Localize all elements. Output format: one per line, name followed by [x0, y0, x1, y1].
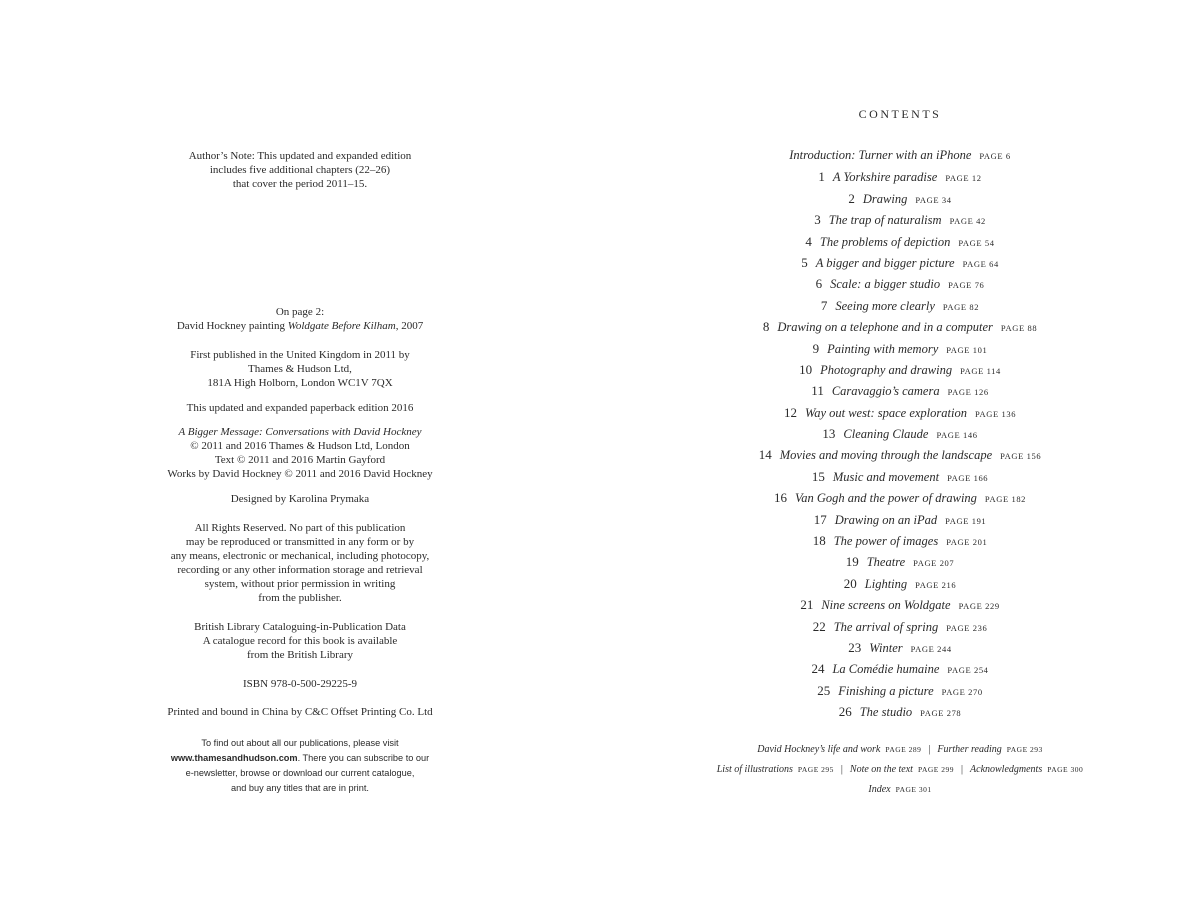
- toc-entry: [600, 209, 1200, 230]
- publication-line: First published in the United Kingdom in 2011 by: [190, 349, 410, 361]
- chapter-title: The studio: [859, 705, 913, 720]
- caption-line: [0, 319, 600, 333]
- entry-page: PAGE 6: [979, 151, 1011, 161]
- publisher-url: www.thamesandhudson.com: [170, 753, 298, 763]
- toc-entry: [600, 423, 1200, 444]
- chapter-number: 11: [811, 383, 824, 399]
- chapter-page: PAGE 12: [945, 173, 982, 184]
- chapter-number: 6: [815, 276, 823, 292]
- book-title: A Bigger Message: Conversations with David Hockney: [178, 426, 422, 438]
- chapter-title: Music and movement: [832, 469, 940, 484]
- chapter-number: 18: [812, 533, 826, 549]
- chapter-number: 22: [812, 618, 826, 634]
- toc-entry: [600, 252, 1200, 273]
- caption-text: , 2007: [395, 320, 424, 332]
- chapter-number: 10: [799, 361, 813, 377]
- chapter-title: Van Gogh and the power of drawing: [794, 491, 977, 506]
- chapter-page: PAGE 270: [941, 686, 983, 697]
- publisher-info: [0, 736, 600, 796]
- toc-entry: [600, 273, 1200, 294]
- contents-list: [600, 145, 1200, 723]
- publisher-text: . There you can subscribe to our: [297, 753, 430, 763]
- separator: |: [840, 764, 843, 775]
- toc-entry: [600, 166, 1200, 187]
- chapter-number: 4: [805, 233, 812, 249]
- chapter-title: Seeing more clearly: [835, 298, 935, 313]
- rights-line: may be reproduced or transmitted in any form or by: [185, 536, 415, 548]
- chapter-number: 16: [773, 490, 787, 506]
- toc-entry: [600, 487, 1200, 508]
- chapter-page: PAGE 191: [945, 515, 987, 526]
- toc-entry-introduction: [600, 145, 1200, 166]
- copyright-line: Works by David Hockney © 2011 and 2016 David Hockney: [167, 468, 433, 480]
- contents-title: CONTENTS: [858, 107, 942, 121]
- toc-entry: [600, 316, 1200, 337]
- back-matter-page: PAGE 289: [885, 745, 922, 754]
- rights-line: from the publisher.: [258, 592, 342, 604]
- artwork-title: Woldgate Before Kilham: [287, 320, 396, 332]
- chapter-title: Drawing on a telephone and in a computer: [777, 320, 993, 335]
- toc-entry: [600, 359, 1200, 380]
- publication-line: Thames & Hudson Ltd,: [248, 363, 352, 375]
- back-matter-page: PAGE 301: [895, 785, 932, 794]
- chapter-page: PAGE 201: [946, 537, 988, 548]
- chapter-title: Finishing a picture: [838, 683, 934, 698]
- right-page: [600, 0, 1200, 904]
- edition-line: This updated and expanded paperback edition 2016: [186, 402, 414, 414]
- back-matter-page: PAGE 295: [797, 765, 834, 774]
- chapter-number: 25: [817, 682, 831, 698]
- toc-entry: [600, 295, 1200, 316]
- publisher-line: and buy any titles that are in print.: [231, 783, 369, 793]
- toc-entry: [600, 680, 1200, 701]
- separator: |: [928, 744, 931, 755]
- chapter-page: PAGE 76: [948, 280, 985, 291]
- toc-entry: [600, 402, 1200, 423]
- caption-text: David Hockney painting: [176, 320, 288, 332]
- toc-entry: [600, 616, 1200, 637]
- publisher-line: e-newsletter, browse or download our current catalogue,: [185, 768, 415, 778]
- chapter-number: 19: [845, 554, 859, 570]
- paperback-edition: [0, 401, 600, 415]
- chapter-number: 1: [818, 169, 825, 185]
- back-matter-page: PAGE 299: [917, 765, 954, 774]
- back-matter-title: Further reading: [937, 744, 1002, 755]
- chapter-title: A Yorkshire paradise: [832, 170, 938, 185]
- toc-entry: [600, 466, 1200, 487]
- chapter-page: PAGE 136: [974, 408, 1017, 419]
- chapter-number: 2: [848, 190, 855, 206]
- toc-entry: [600, 594, 1200, 615]
- chapter-title: A bigger and bigger picture: [815, 255, 955, 270]
- toc-entry: [600, 573, 1200, 594]
- chapter-title: Scale: a bigger studio: [830, 277, 941, 292]
- chapter-page: PAGE 114: [960, 365, 1001, 376]
- chapter-page: PAGE 34: [915, 194, 952, 205]
- back-matter-title: Index: [868, 784, 891, 795]
- chapter-title: Winter: [869, 640, 903, 655]
- chapter-title: Movies and moving through the landscape: [779, 448, 993, 463]
- printer-line: Printed and bound in China by C&C Offset Printing Co. Ltd: [167, 706, 433, 718]
- entry-title: Introduction: Turner with an iPhone: [789, 148, 972, 162]
- copyright-line: Text © 2011 and 2016 Martin Gayford: [214, 454, 386, 466]
- chapter-title: Cleaning Claude: [843, 427, 929, 442]
- chapter-number: 14: [758, 447, 772, 463]
- chapter-page: PAGE 236: [946, 622, 988, 633]
- chapter-title: Caravaggio’s camera: [831, 384, 940, 399]
- toc-entry: [600, 551, 1200, 572]
- copyright-block: [0, 425, 600, 481]
- chapter-page: PAGE 216: [915, 579, 957, 590]
- publisher-line: [0, 751, 600, 766]
- frontispiece-caption: [0, 305, 600, 333]
- rights-notice: [0, 521, 600, 605]
- chapter-title: Drawing on an iPad: [834, 512, 938, 527]
- chapter-title: Theatre: [866, 555, 906, 570]
- chapter-title: Lighting: [864, 576, 908, 591]
- chapter-title: The trap of naturalism: [828, 213, 942, 228]
- authors-note-line: that cover the period 2011–15.: [232, 178, 368, 190]
- chapter-page: PAGE 182: [984, 494, 1027, 505]
- authors-note: [0, 149, 600, 191]
- copyright-line: © 2011 and 2016 Thames & Hudson Ltd, London: [190, 440, 410, 452]
- chapter-number: 9: [812, 340, 820, 356]
- chapter-title: La Comédie humaine: [832, 662, 940, 677]
- chapter-page: PAGE 207: [913, 558, 955, 569]
- chapter-page: PAGE 126: [947, 387, 989, 398]
- publisher-line: To find out about all our publications, please visit: [201, 738, 399, 748]
- back-matter-title: Acknowledgments: [970, 764, 1043, 775]
- isbn: [0, 677, 600, 691]
- chapter-page: PAGE 146: [936, 430, 978, 441]
- authors-note-line: Author’s Note: This updated and expanded edition: [188, 150, 412, 162]
- rights-line: All Rights Reserved. No part of this publication: [194, 522, 406, 534]
- isbn-line: ISBN 978-0-500-29225-9: [243, 678, 357, 690]
- toc-entry: [600, 444, 1200, 465]
- back-matter-title: David Hockney’s life and work: [757, 744, 881, 755]
- back-matter-title: List of illustrations: [716, 764, 793, 775]
- designer-line: Designed by Karolina Prymaka: [230, 493, 370, 505]
- chapter-page: PAGE 42: [949, 216, 986, 227]
- chapter-page: PAGE 156: [1000, 451, 1042, 462]
- printer-credit: [0, 705, 600, 719]
- chapter-page: PAGE 278: [920, 708, 962, 719]
- back-matter-line: [600, 740, 1200, 760]
- cip-line: British Library Cataloguing-in-Publication Data: [194, 621, 406, 633]
- toc-entry: [600, 380, 1200, 401]
- back-matter-page: PAGE 300: [1047, 765, 1084, 774]
- chapter-page: PAGE 54: [958, 237, 995, 248]
- chapter-number: 21: [800, 597, 814, 613]
- toc-entry: [600, 509, 1200, 530]
- chapter-title: Painting with memory: [827, 341, 939, 356]
- rights-line: recording or any other information storage and retrieval: [177, 564, 423, 576]
- chapter-number: 26: [838, 704, 852, 720]
- chapter-number: 17: [813, 511, 827, 527]
- chapter-page: PAGE 229: [958, 601, 1000, 612]
- first-published: [0, 348, 600, 390]
- toc-entry: [600, 231, 1200, 252]
- chapter-title: Nine screens on Woldgate: [821, 598, 951, 613]
- toc-entry: [600, 658, 1200, 679]
- chapter-page: PAGE 101: [946, 344, 988, 355]
- chapter-page: PAGE 64: [962, 258, 999, 269]
- chapter-number: 20: [843, 575, 857, 591]
- rights-line: any means, electronic or mechanical, including photocopy,: [170, 550, 430, 562]
- chapter-page: PAGE 254: [947, 665, 989, 676]
- chapter-title: Way out west: space exploration: [804, 405, 967, 420]
- chapter-title: Drawing: [862, 191, 908, 206]
- back-matter-page: PAGE 293: [1006, 745, 1043, 754]
- chapter-title: The arrival of spring: [833, 619, 939, 634]
- back-matter-title: Note on the text: [849, 764, 913, 775]
- chapter-number: 12: [783, 404, 797, 420]
- publication-line: 181A High Holborn, London WC1V 7QX: [207, 377, 393, 389]
- designer-credit: [0, 492, 600, 506]
- back-matter-line: [600, 780, 1200, 800]
- cip-data: [0, 620, 600, 662]
- chapter-number: 5: [801, 254, 808, 270]
- caption-line: On page 2:: [275, 306, 325, 318]
- chapter-page: PAGE 82: [942, 301, 980, 312]
- back-matter-line: [600, 760, 1200, 780]
- authors-note-line: includes five additional chapters (22–26): [209, 164, 391, 176]
- chapter-page: PAGE 88: [1000, 323, 1038, 334]
- separator: |: [961, 764, 964, 775]
- toc-entry: [600, 530, 1200, 551]
- chapter-page: PAGE 244: [910, 643, 952, 654]
- chapter-title: Photography and drawing: [820, 362, 953, 377]
- cip-line: A catalogue record for this book is available: [202, 635, 398, 647]
- chapter-title: The problems of depiction: [819, 234, 951, 249]
- chapter-number: 24: [811, 661, 825, 677]
- chapter-page: PAGE 166: [947, 472, 989, 483]
- toc-entry: [600, 188, 1200, 209]
- rights-line: system, without prior permission in writing: [204, 578, 396, 590]
- chapter-number: 13: [822, 426, 836, 442]
- chapter-title: The power of images: [833, 534, 939, 549]
- chapter-number: 3: [814, 212, 821, 228]
- toc-entry: [600, 637, 1200, 658]
- chapter-number: 7: [820, 297, 828, 313]
- toc-entry: [600, 338, 1200, 359]
- chapter-number: 23: [848, 639, 862, 655]
- chapter-number: 15: [811, 468, 825, 484]
- chapter-number: 8: [762, 319, 770, 335]
- back-matter-list: [600, 740, 1200, 800]
- cip-line: from the British Library: [246, 649, 353, 661]
- toc-entry: [600, 701, 1200, 722]
